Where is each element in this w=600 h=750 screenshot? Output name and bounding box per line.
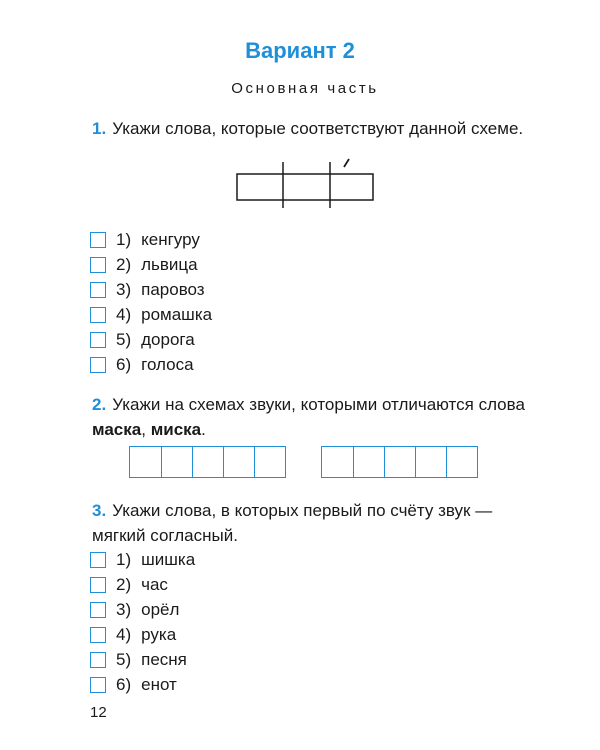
sound-cell[interactable] <box>384 447 415 477</box>
task-3-options <box>90 547 195 697</box>
task-1-option-3[interactable] <box>90 277 212 302</box>
answer-checkbox[interactable] <box>90 282 106 298</box>
option-number: 1) <box>116 549 132 569</box>
task-2-number: 2. <box>92 395 107 414</box>
word-separator: , <box>141 420 151 439</box>
sound-scheme-miska[interactable] <box>321 446 478 478</box>
task-1-option-1[interactable] <box>90 227 212 252</box>
task-1-prompt <box>92 116 532 141</box>
task-3-option-1[interactable] <box>90 547 195 572</box>
option-word: ромашка <box>141 304 213 324</box>
answer-checkbox[interactable] <box>90 577 106 593</box>
stress-mark <box>344 159 349 167</box>
answer-checkbox[interactable] <box>90 602 106 618</box>
task-3-text: Укажи слова, в которых первый по счёту звук — мягкий согласный. <box>92 501 493 545</box>
option-number: 6) <box>116 354 132 374</box>
answer-checkbox[interactable] <box>90 357 106 373</box>
page-number: 12 <box>90 704 107 721</box>
task-1-option-6[interactable] <box>90 352 212 377</box>
answer-checkbox[interactable] <box>90 552 106 568</box>
sound-cell[interactable] <box>130 447 161 477</box>
option-number: 4) <box>116 304 132 324</box>
task-3-number: 3. <box>92 501 107 520</box>
option-word: шишка <box>141 549 196 569</box>
variant-title: Вариант 2 <box>245 38 355 63</box>
task-1-option-2[interactable] <box>90 252 212 277</box>
option-word: дорога <box>141 329 195 349</box>
word-miska: миска <box>150 420 202 439</box>
option-word: енот <box>141 674 177 694</box>
task-3-option-6[interactable] <box>90 672 195 697</box>
sound-cell[interactable] <box>415 447 446 477</box>
task-2-prompt <box>92 392 532 442</box>
option-number: 6) <box>116 674 132 694</box>
answer-checkbox[interactable] <box>90 332 106 348</box>
task-1-number: 1. <box>92 119 107 138</box>
sound-cell[interactable] <box>446 447 477 477</box>
task-3-prompt <box>92 498 532 548</box>
answer-checkbox[interactable] <box>90 652 106 668</box>
task-3-option-2[interactable] <box>90 572 195 597</box>
option-word: кенгуру <box>141 229 200 249</box>
task-3-option-3[interactable] <box>90 597 195 622</box>
syllable-stress-scheme <box>234 158 376 208</box>
task-3-option-4[interactable] <box>90 622 195 647</box>
sound-cell[interactable] <box>192 447 223 477</box>
task-3-option-5[interactable] <box>90 647 195 672</box>
option-number: 5) <box>116 329 132 349</box>
sound-scheme-maska[interactable] <box>129 446 286 478</box>
sound-cell[interactable] <box>353 447 384 477</box>
answer-checkbox[interactable] <box>90 232 106 248</box>
option-number: 5) <box>116 649 132 669</box>
section-subtitle: Основная часть <box>231 80 379 97</box>
option-number: 2) <box>116 574 132 594</box>
option-number: 4) <box>116 624 132 644</box>
task-1-option-5[interactable] <box>90 327 212 352</box>
option-number: 1) <box>116 229 132 249</box>
scheme-outline <box>237 174 373 200</box>
answer-checkbox[interactable] <box>90 627 106 643</box>
task-1-text: Укажи слова, которые соответствуют данной схеме. <box>112 119 524 138</box>
option-number: 2) <box>116 254 132 274</box>
option-word: песня <box>141 649 187 669</box>
option-word: рука <box>141 624 177 644</box>
task-2-period: . <box>201 420 206 439</box>
task-2-text: Укажи на схемах звуки, которыми отличаются слова <box>112 395 525 414</box>
option-word: паровоз <box>141 279 205 299</box>
answer-checkbox[interactable] <box>90 307 106 323</box>
sound-cell[interactable] <box>254 447 285 477</box>
option-word: орёл <box>141 599 180 619</box>
option-number: 3) <box>116 279 132 299</box>
answer-checkbox[interactable] <box>90 677 106 693</box>
sound-cell[interactable] <box>322 447 353 477</box>
task-1-option-4[interactable] <box>90 302 212 327</box>
word-maska: маска <box>92 420 142 439</box>
option-word: львица <box>141 254 198 274</box>
sound-cell[interactable] <box>223 447 254 477</box>
sound-cell[interactable] <box>161 447 192 477</box>
task-1-options <box>90 227 212 377</box>
answer-checkbox[interactable] <box>90 257 106 273</box>
option-word: час <box>141 574 168 594</box>
option-number: 3) <box>116 599 132 619</box>
option-word: голоса <box>141 354 194 374</box>
